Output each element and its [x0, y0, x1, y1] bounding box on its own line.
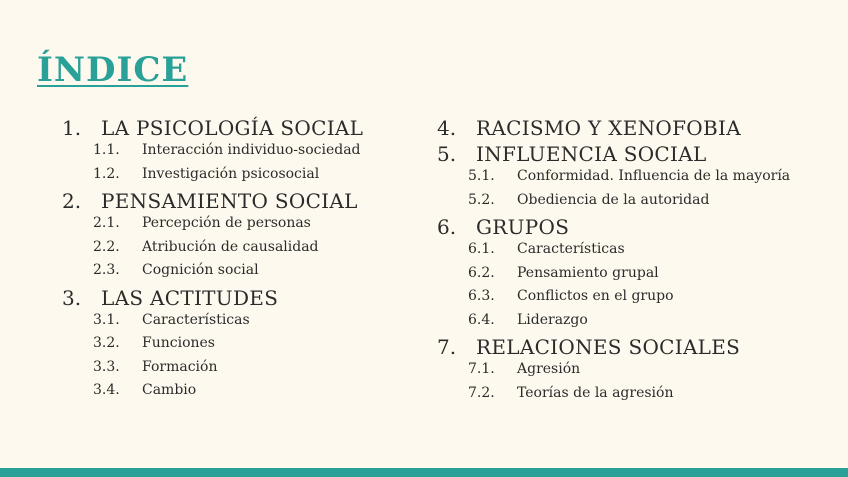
index-subsection [93, 382, 363, 406]
subsection-number: 7.2. [468, 384, 495, 401]
subsection-number: 6.1. [468, 241, 495, 257]
subsection-title: Liderazgo [517, 311, 588, 328]
index-subsection [468, 168, 790, 192]
section-number: 1. [62, 116, 82, 140]
subsection-title: Interacción individuo-sociedad [142, 142, 361, 158]
index-subsection [93, 359, 363, 383]
subsection-number: 6.4. [468, 311, 495, 328]
subsection-number: 5.1. [468, 168, 495, 184]
index-section [437, 215, 790, 241]
index-subsection [468, 385, 790, 409]
index-column-right [437, 116, 790, 408]
subsection-number: 6.3. [468, 288, 495, 304]
subsection-title: Atribución de causalidad [142, 238, 319, 255]
subsection-number: 1.2. [93, 165, 120, 182]
index-section [437, 335, 790, 361]
index-subsection [93, 239, 363, 263]
section-number: 2. [62, 189, 82, 213]
section-title: LAS ACTITUDES [101, 285, 279, 310]
index-subsection [93, 166, 363, 190]
index-subsection [93, 142, 363, 166]
index-column-left [62, 116, 363, 406]
section-title: GRUPOS [476, 215, 570, 239]
section-number: 5. [437, 142, 457, 166]
bottom-accent-bar [0, 468, 848, 477]
subsection-number: 3.3. [93, 358, 120, 375]
subsection-title: Percepción de personas [142, 215, 311, 231]
index-section [62, 286, 363, 312]
subsection-number: 3.4. [93, 382, 120, 398]
index-subsection [468, 288, 790, 312]
index-subsection [93, 262, 363, 286]
index-subsection [468, 192, 790, 216]
index-subsection [93, 335, 363, 359]
subsection-title: Teorías de la agresión [517, 384, 674, 401]
section-number: 7. [437, 335, 457, 359]
subsection-number: 5.2. [468, 191, 495, 208]
subsection-number: 3.1. [93, 311, 120, 328]
section-number: 4. [437, 116, 457, 140]
subsection-title: Cambio [142, 382, 197, 398]
section-number: 6. [437, 215, 457, 239]
section-number: 3. [62, 285, 82, 310]
subsection-title: Conformidad. Influencia de la mayoría [517, 168, 791, 184]
index-subsection [468, 241, 790, 265]
subsection-title: Conflictos en el grupo [517, 288, 674, 304]
index-section [437, 142, 790, 168]
subsection-title: Agresión [517, 361, 581, 377]
index-subsection [93, 215, 363, 239]
index-subsection [93, 312, 363, 336]
section-title: INFLUENCIA SOCIAL [476, 142, 707, 166]
subsection-title: Pensamiento grupal [517, 264, 659, 281]
subsection-title: Investigación psicosocial [142, 165, 320, 182]
subsection-number: 6.2. [468, 264, 495, 281]
page-title: ÍNDICE [37, 50, 189, 90]
subsection-number: 7.1. [468, 361, 495, 377]
section-title: RACISMO Y XENOFOBIA [476, 116, 741, 140]
subsection-number: 2.2. [93, 238, 120, 255]
section-title: RELACIONES SOCIALES [476, 335, 741, 359]
subsection-title: Funciones [142, 335, 215, 351]
index-section [62, 189, 363, 215]
subsection-number: 2.3. [93, 262, 120, 278]
index-subsection [468, 312, 790, 336]
subsection-title: Formación [142, 358, 218, 375]
index-subsection [468, 361, 790, 385]
subsection-title: Características [517, 241, 625, 257]
subsection-title: Cognición social [142, 262, 259, 278]
section-title: LA PSICOLOGÍA SOCIAL [101, 116, 364, 140]
subsection-number: 3.2. [93, 335, 120, 351]
index-section [62, 116, 363, 142]
subsection-number: 1.1. [93, 142, 120, 158]
subsection-number: 2.1. [93, 215, 120, 231]
index-section [437, 116, 790, 142]
subsection-title: Obediencia de la autoridad [517, 191, 710, 208]
index-subsection [468, 265, 790, 289]
subsection-title: Características [142, 311, 250, 328]
section-title: PENSAMIENTO SOCIAL [101, 189, 358, 213]
